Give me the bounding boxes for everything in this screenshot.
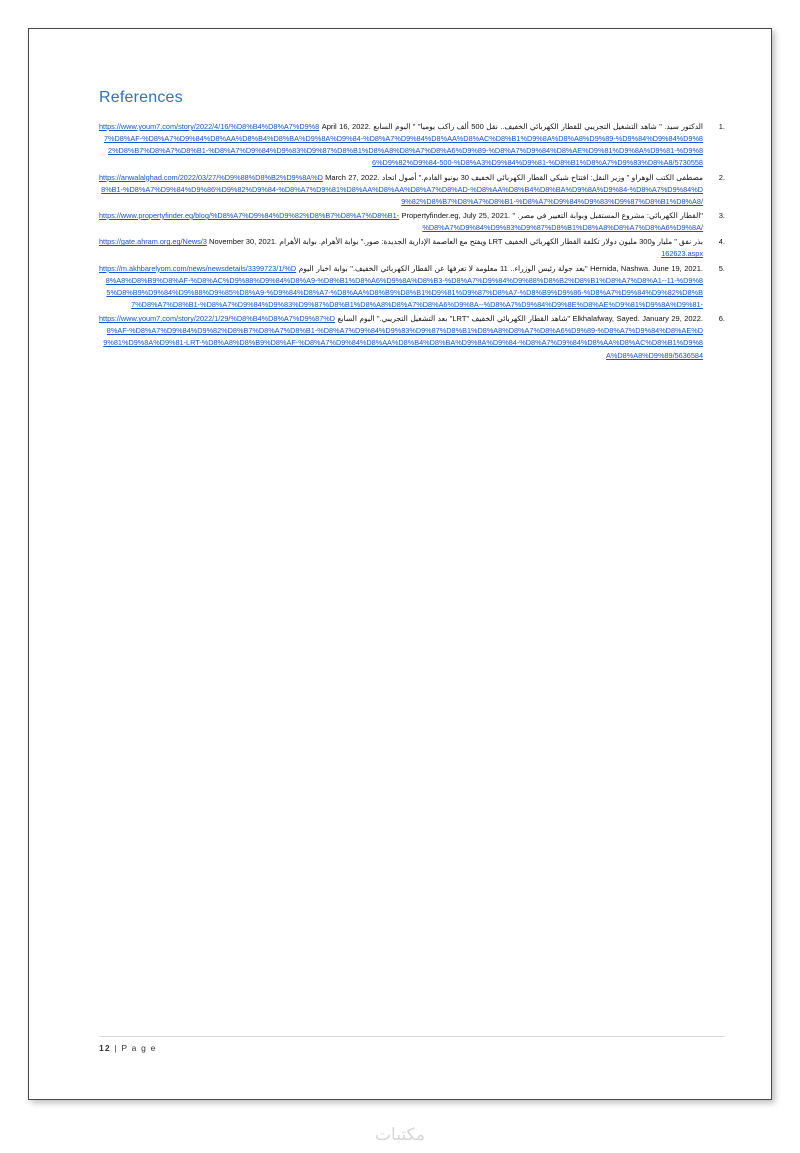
list-item <box>99 172 725 208</box>
page-title: References <box>99 89 183 106</box>
page-content <box>99 89 725 1059</box>
reference-text-arabic: الدكتور سيد. " شاهد التشغيل التجريبي للقطار الكهربائي الخفيف.. نقل 500 ألف راكب يوميا" " اليوم السابع <box>373 122 703 131</box>
reference-text-arabic: "شاهد القطار الكهربائي الخفيف "LRT" بعد التشغيل التجريبي." اليوم السابع <box>337 314 571 324</box>
reference-link[interactable]: https://www.propertyfinder.eg/blog/%D8%A7%D9%84%D9%82%D8%B7%D8%A7%D8%B1-%D8%A7%D9%84%D9%83%D9%87%D8%B1%D8%A8%D8%A7%D8%A6%D9%8A/ <box>99 210 703 233</box>
watermark: مكتبات <box>375 1125 425 1144</box>
reference-link[interactable]: https://gate.ahram.org.eg/News/3162623.aspx <box>99 237 703 259</box>
references-list <box>99 121 725 362</box>
footer-separator: | <box>114 1043 118 1053</box>
footer-number: 12 <box>99 1043 111 1053</box>
list-item <box>99 263 725 312</box>
reference-text-latin: November 30, 2021. <box>209 237 278 247</box>
reference-text-arabic: "بعد جولة رئيس الوزراء.. 11 معلومة لا تعرفها عن القطار الكهربائي الخفيف." بوابة اخبار اليوم <box>298 263 588 273</box>
document-page <box>28 28 772 1100</box>
list-item <box>99 210 725 234</box>
reference-text-latin: March 27, 2022. <box>325 172 380 182</box>
reference-link[interactable]: https://m.akhbarelyom.com/news/newsdetails/3399723/1/%D8%A8%D8%B9%D8%AF-%D8%AC%D9%88%D9%84%D8%A9-%D8%B1%D8%A6%D9%8A%D8%B3-%D8%A7%D9%84%D9%88%D8%B2%D8%B1%D8%A7%D8%A1--11-%D9%85%D8%B9%D9%84%D9%88%D9%85%D8%A9-%D9%84%D8%A7-%D8%AA%D8%B9%D8%B1%D9%81%D9%87%D8%A7-%D8%B9%D9%86-%D8%A7%D9%84%D9%82%D8%B7%D8%A7%D8%B1-%D8%A7%D9%84%D9%83%D9%87%D8%B1%D8%A8%D8%A7%D8%A6%D9%8A--%D8%A7%D9%84%D9%8E%D8%AE%D9%81%D9%8A%D9%81- <box>99 263 703 309</box>
reference-link[interactable]: https://www.youm7.com/story/2022/1/29/%D8%B4%D8%A7%D9%87%D8%AF-%D8%A7%D9%84%D9%82%D8%B7%D8%A7%D8%B1-%D8%A7%D9%84%D9%83%D9%87%D8%B1%D8%A8%D8%A7%D8%A6%D9%89-%D8%A7%D9%84%D8%AE%D9%81%D9%8A%D9%81-LRT-%D8%A8%D8%B9%D8%AF-%D8%A7%D9%84%D8%AA%D8%B4%D8%BA%D9%8A%D9%84-%D8%A7%D9%84%D8%AA%D8%AC%D8%B1%D9%8A%D8%A8%D9%89/5636584 <box>99 314 703 360</box>
list-item <box>99 236 725 260</box>
page-footer <box>99 1036 725 1053</box>
reference-link[interactable]: https://anwalalghad.com/2022/03/27/%D9%88%D8%B2%D9%8A%D8%B1-%D8%A7%D9%84%D9%86%D9%82%D9%84-%D8%A7%D9%81%D8%AA%D8%AA%D8%A7%D8%AD-%D8%AA%D8%B4%D8%BA%D9%8A%D9%84-%D8%A7%D9%84%D9%82%D8%B7%D8%A7%D8%B1-%D8%A7%D9%84%D9%83%D9%87%D8%B1%D8%A8/ <box>99 172 703 206</box>
footer-label: P a g e <box>121 1043 157 1053</box>
reference-text-latin: April 16, 2022. <box>321 122 371 131</box>
reference-text-arabic: "القطار الكهربائي: مشروع المستقبل وبوابة التغيير في مصر. " <box>512 210 703 220</box>
reference-text-latin: Elkhalafway, Sayed. January 29, 2022. <box>572 314 703 324</box>
footer-page-number <box>99 1043 725 1053</box>
reference-text-latin: Hernida, Nashwa. June 19, 2021. <box>590 263 703 273</box>
reference-link[interactable]: https://www.youm7.com/story/2022/4/16/%D8%B4%D8%A7%D9%87%D8%AF-%D8%A7%D9%84%D8%AA%D8%B4%D8%BA%D9%8A%D9%84-%D8%A7%D9%84%D8%AA%D8%AC%D8%B1%D9%8A%D8%A8%D9%89-%D9%84%D9%84%D9%82%D8%B7%D8%A7%D8%B1-%D8%A7%D9%84%D9%83%D9%87%D8%B1%D8%A8%D8%A7%D8%A6%D9%89-%D8%A7%D9%84%D8%AE%D9%81%D9%8A%D9%81-%D9%86%D9%82%D9%84-500-%D8%A3%D9%84%D9%81-%D8%B1%D8%A7%D9%83%D8%A8/5730558 <box>99 122 703 168</box>
list-item <box>99 121 725 170</box>
reference-text-latin: Propertyfinder.eg, July 25, 2021. <box>401 210 511 220</box>
reference-text-arabic: مصطفى الكتب الوهراو " وزير النقل: افتتاح شبكي القطار الكهربائي الخفيف 30 يونيو القادم." أصول اتحاد <box>381 172 703 182</box>
reference-text-arabic: بذر نفق " مليار و300 مليون دولار تكلفة القطار الكهربائي الخفيف LRT ويفتح مع العاصمة الإدارية الجديدة: صور." بوابة الأهرام. بوابة الأهرام <box>279 237 703 247</box>
list-item <box>99 313 725 362</box>
